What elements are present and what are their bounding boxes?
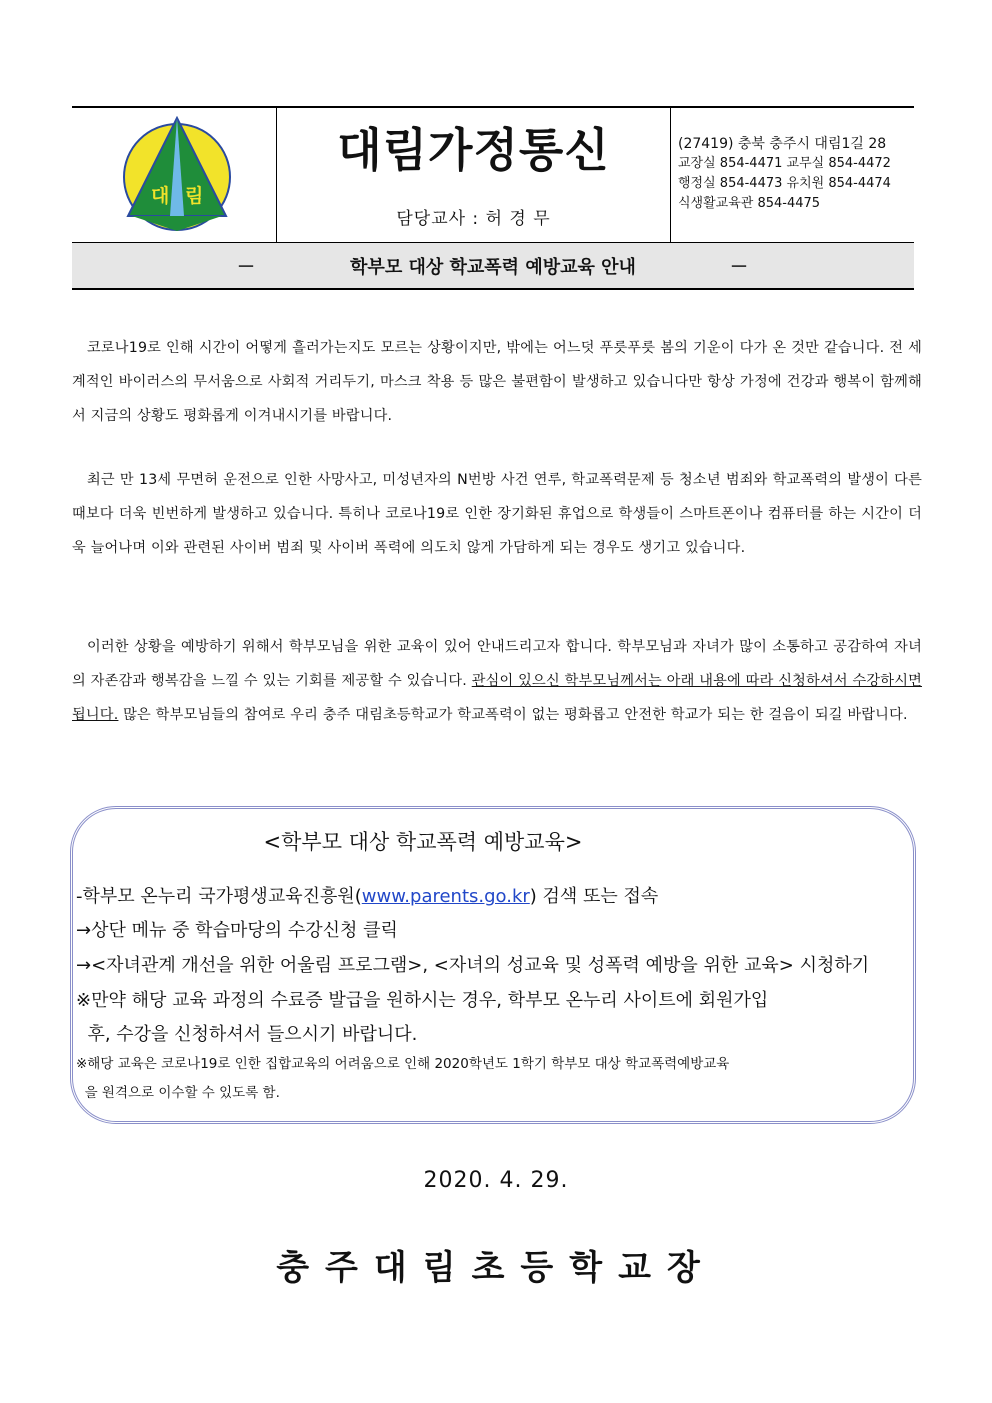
- contact-info: [678, 134, 914, 214]
- info-line-1: [76, 882, 658, 908]
- paragraph-2: 최근 만 13세 무면허 운전으로 인한 사망사고, 미성년자의 N번방 사건 연루, 학교폭력문제 등 청소년 범죄와 학교폭력의 발생이 다른 때보다 더욱 빈번하게 발생하고 있습니다. 특히나 코로나19로 인한 장기화된 휴업으로 학생들이 스마트폰이나 컴퓨터를 하는 시간이 더욱 늘어나며 이와 관련된 사이버 범죄 및 사이버 폭력에 의도치 않게 가담하게 되는 경우도 생기고 있습니다.: [72, 472, 922, 556]
- issue-date: 2020. 4. 29.: [423, 1168, 569, 1193]
- contact-phone-2: 행정실 854-4473 유치원 854-4474: [678, 176, 891, 191]
- paragraph-3-underlined: 관심이 있으신 학부모님께서는 아래 내용에 따라 신청하셔서 수강하시면 됩니다.: [72, 673, 923, 723]
- contact-address: (27419) 충북 충주시 대림1길 28: [678, 136, 887, 152]
- info-note-2: 을 원격으로 이수할 수 있도록 함.: [76, 1085, 280, 1101]
- info-box-title: <학부모 대상 학교폭력 예방교육>: [263, 830, 583, 854]
- logo-text-left: 대: [151, 185, 170, 207]
- principal-signature: 충주대림초등학교장: [276, 1248, 716, 1288]
- info-note-1: ※해당 교육은 코로나19로 인한 집합교육의 어려움으로 인해 2020학년도 1학기 학부모 대상 학교폭력예방교육: [76, 1056, 730, 1072]
- header-top-rule: [72, 106, 914, 108]
- teacher-in-charge: 담당교사 : 허 경 무: [396, 209, 551, 229]
- paragraph-3-end: 많은 학부모님들의 참여로 우리 충주 대림초등학교가 학교폭력이 없는 평화롭고 안전한 학교가 되는 한 걸음이 되길 바랍니다.: [123, 707, 908, 723]
- school-logo: [122, 116, 232, 234]
- paragraph-3: [72, 630, 922, 732]
- header-divider-right: [670, 106, 671, 243]
- paragraph-1: 코로나19로 인해 시간이 어떻게 흘러가는지도 모르는 상황이지만, 밖에는 어느덧 푸릇푸릇 봄의 기운이 다가 온 것만 같습니다. 전 세계적인 바이러스의 무서움으로 사회적 거리두기, 마스크 착용 등 많은 불편함이 발생하고 있습니다만 항상 가정에 건강과 행복이 함께해서 지금의 상황도 평화롭게 이겨내시기를 바랍니다.: [72, 340, 922, 424]
- contact-phone-1: 교장실 854-4471 교무실 854-4472: [678, 156, 891, 171]
- paragraph-3-start: 이러한 상황을 예방하기 위해서 학부모님을 위한 교육이 있어 안내드리고자 합니다. 학부모님과 자녀가 많이 소통하고 공감하여 자녀의 자존감과 행복감을 느낄 수 있는 기회를 제공할 수 있습니다.: [72, 639, 922, 689]
- banner-dash-right: －: [730, 256, 748, 278]
- contact-phone-3: 식생활교육관 854-4475: [678, 196, 821, 211]
- logo-text-right: 림: [185, 185, 204, 207]
- info-line-4: ※만약 해당 교육 과정의 수료증 발급을 원하시는 경우, 학부모 온누리 사이트에 회원가입: [76, 990, 769, 1011]
- header-bottom-rule: [72, 288, 914, 290]
- info-line-2: →상단 메뉴 중 학습마당의 수강신청 클릭: [76, 920, 398, 941]
- info-line-1-start: -학부모 온누리 국가평생교육진흥원(: [76, 886, 362, 907]
- subject-banner: [72, 243, 914, 288]
- info-line-1-end: ) 검색 또는 접속: [529, 886, 659, 907]
- info-line-3: →<자녀관계 개선을 위한 어울림 프로그램>, <자녀의 성교육 및 성폭력 예방을 위한 교육> 시청하기: [76, 955, 870, 976]
- banner-title: 학부모 대상 학교폭력 예방교육 안내: [350, 256, 636, 278]
- header-table: [72, 106, 914, 290]
- parents-site-link[interactable]: www.parents.go.kr: [361, 886, 530, 907]
- newsletter-title: 대림가정통신: [337, 123, 610, 177]
- info-line-5: 후, 수강을 신청하셔서 들으시기 바랍니다.: [76, 1024, 418, 1045]
- banner-dash-left: －: [237, 256, 255, 278]
